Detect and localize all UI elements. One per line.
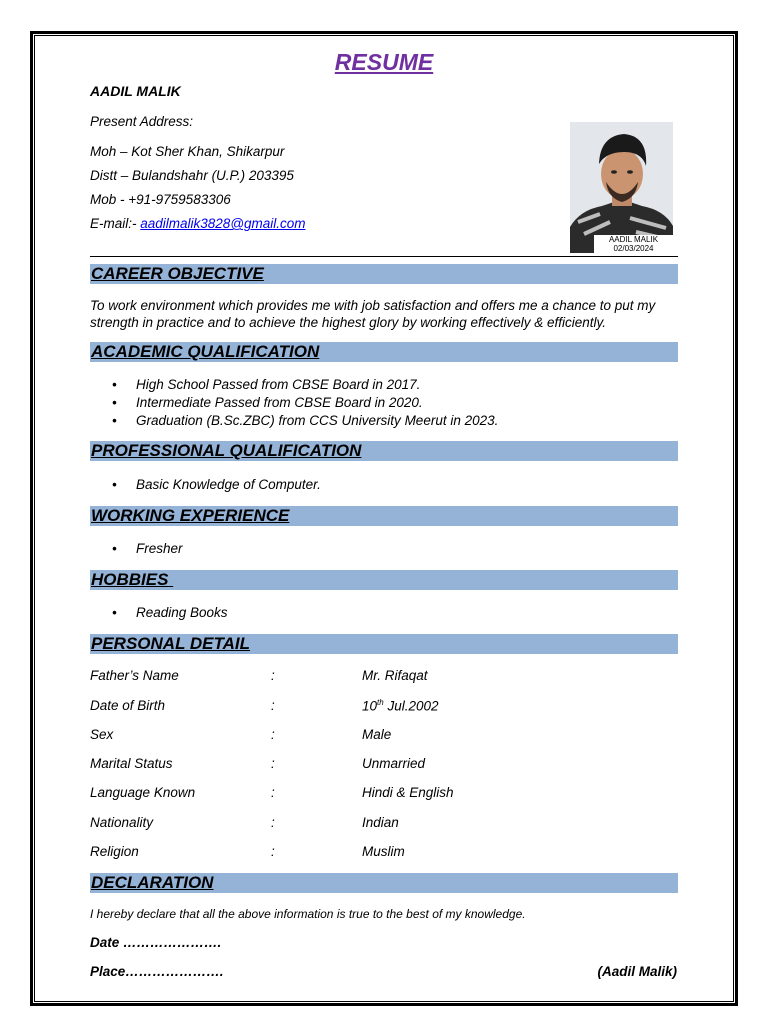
email-label: E-mail:- bbox=[90, 216, 141, 231]
detail-separator: : bbox=[271, 698, 275, 713]
photo-caption bbox=[594, 235, 673, 253]
detail-value-sex: Male bbox=[362, 727, 392, 742]
profile-photo-image bbox=[570, 122, 673, 253]
detail-label-religion: Religion bbox=[90, 844, 139, 859]
detail-separator: : bbox=[271, 756, 275, 771]
header-divider bbox=[90, 256, 678, 257]
email-line bbox=[90, 216, 306, 231]
detail-label-dob: Date of Birth bbox=[90, 698, 166, 713]
section-heading: CAREER OBJECTIVE bbox=[91, 264, 264, 283]
detail-value-nationality: Indian bbox=[362, 815, 399, 830]
date-line: Date …………………. bbox=[90, 935, 222, 950]
section-professional-qualification bbox=[90, 441, 678, 461]
profile-photo bbox=[570, 122, 673, 253]
list-item: • Basic Knowledge of Computer. bbox=[112, 477, 321, 492]
detail-value-language: Hindi & English bbox=[362, 785, 454, 800]
address-line-1: Moh – Kot Sher Khan, Shikarpur bbox=[90, 144, 285, 159]
resume-title: RESUME bbox=[334, 49, 434, 75]
photo-caption-date: 02/03/2024 bbox=[613, 244, 654, 253]
mobile-number: Mob - +91-9759583306 bbox=[90, 192, 231, 207]
detail-label-marital: Marital Status bbox=[90, 756, 173, 771]
section-heading: PERSONAL DETAIL bbox=[91, 634, 250, 653]
detail-value-dob: 10th Jul.2002 bbox=[362, 698, 439, 714]
section-heading: HOBBIES bbox=[91, 570, 174, 589]
list-item: • Reading Books bbox=[112, 605, 228, 620]
place-line: Place…………………. bbox=[90, 964, 224, 979]
section-hobbies bbox=[90, 570, 678, 590]
detail-separator: : bbox=[271, 815, 275, 830]
list-item: • Intermediate Passed from CBSE Board in 2020. bbox=[112, 395, 423, 410]
detail-separator: : bbox=[271, 727, 275, 742]
declaration-text: I hereby declare that all the above information is true to the best of my knowledge. bbox=[90, 907, 526, 921]
email-link[interactable]: aadilmalik3828@gmail.com bbox=[140, 216, 306, 231]
detail-value-father: Mr. Rifaqat bbox=[362, 668, 428, 683]
candidate-name: AADIL MALIK bbox=[90, 83, 181, 99]
signature-name: (Aadil Malik) bbox=[597, 964, 677, 979]
list-item: • Fresher bbox=[112, 541, 183, 556]
detail-separator: : bbox=[271, 668, 275, 683]
list-item: • High School Passed from CBSE Board in 2017. bbox=[112, 377, 420, 392]
detail-label-sex: Sex bbox=[90, 727, 114, 742]
section-heading: DECLARATION bbox=[91, 873, 214, 892]
list-item: • Graduation (B.Sc.ZBC) from CCS University Meerut in 2023. bbox=[112, 413, 498, 428]
section-academic-qualification bbox=[90, 342, 678, 362]
detail-value-marital: Unmarried bbox=[362, 756, 426, 771]
section-career-objective bbox=[90, 264, 678, 284]
section-heading: WORKING EXPERIENCE bbox=[91, 506, 290, 525]
section-heading: ACADEMIC QUALIFICATION bbox=[91, 342, 320, 361]
address-line-2: Distt – Bulandshahr (U.P.) 203395 bbox=[90, 168, 294, 183]
photo-caption-name: AADIL MALIK bbox=[608, 235, 659, 244]
detail-separator: : bbox=[271, 785, 275, 800]
section-working-experience bbox=[90, 506, 678, 526]
section-personal-detail bbox=[90, 634, 678, 654]
detail-label-nationality: Nationality bbox=[90, 815, 154, 830]
address-label: Present Address: bbox=[90, 114, 194, 129]
detail-label-language: Language Known bbox=[90, 785, 196, 800]
detail-separator: : bbox=[271, 844, 275, 859]
section-declaration bbox=[90, 873, 678, 893]
detail-value-religion: Muslim bbox=[362, 844, 405, 859]
section-heading: PROFESSIONAL QUALIFICATION bbox=[91, 441, 362, 460]
career-objective-text: To work environment which provides me with job satisfaction and offers me a chance to put my strength in practice and to achieve the highest glory by working effectively & efficiently. bbox=[90, 298, 656, 330]
detail-label-father: Father’s Name bbox=[90, 668, 179, 683]
